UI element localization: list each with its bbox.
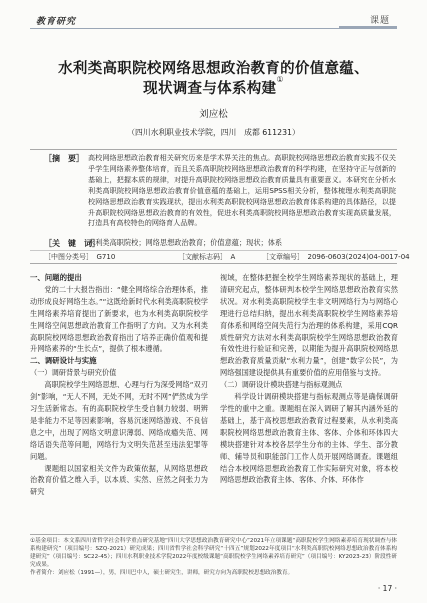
body-column-right (220, 272, 398, 486)
paragraph: 课题组以国家相关文件为政策依据，从网络思想政治教育价值之维入手，以本质、实然、应然之间张力为研究 (30, 463, 208, 497)
paragraph: 科学设计调研模块搭建与指标观测点等是确保调研学性的重中之重。课题组在深入调研了解其内涵外延的基础上，基于高校思想政治教育过程要素，从水利类高职院校网络思想政治教育主体、客体、介体和环体四大模块搭建针对本校各层学生分布的主体、学生、部分教师、辅导员和职能部门工作人员开展网络调查。课题组结合本校网络思想政治教育工作实际研究对象，将本校网络思想政治教育主体、客体、介体、环体作 (220, 392, 398, 485)
journal-tag: 教育研究 (36, 17, 77, 27)
header-accent-strip (339, 26, 397, 29)
author-affiliation: （四川水利职业技术学院，四川 成都 611231） (127, 128, 300, 137)
abstract-text: 高校网络思想政治教育相关研究历来是学术界关注的焦点。高职院校网络思想政治教育实践不仅关乎学生网络素养整体培育，而且关系高职院校网络思想政治教育的科学构建，在坚持守正与创新的基础上，把握本质的规律，对提升高职院校网络思想政治教育质量具有重要意义。本研究在分析水利类高职院校网络思想政治教育价值意蕴的基础上，运用SPSS相关分析，整体梳理水利类高职院校网络思想政治教育实践现状，提出水利类高职院校网络思想政治教育体系构建的具体路径，以提升高职院校网络思想政治教育的有效性，促进水利类高职院校网络思想政治教育实现高质量发展，打造具有高校特色的网络育人品牌。 (88, 153, 396, 228)
abstract-top-rule (30, 149, 397, 150)
article-number: ［文章编号］ 2096-0603(2024)04-0017-04 (262, 253, 410, 261)
article-title-line1: 水利类高职院校网络思想政治教育的价值意蕴、 (58, 61, 369, 77)
document-code: ［文献标志码］ A (178, 253, 236, 261)
body-column-left (30, 272, 208, 498)
author-name: 刘应松 (199, 109, 228, 120)
page-number: · 17 · (377, 584, 397, 593)
footnote-rule (30, 534, 397, 535)
footnote (30, 537, 397, 577)
subsection-heading-2: （二）调研设计模块搭建与指标观测点 (220, 380, 343, 390)
section-heading-2: 二、调研设计与实施 (30, 356, 97, 366)
subsection-heading-1: （一）调研背景与研究价值 (30, 368, 117, 378)
funding-note: ①基金项目：本文系四川省哲学社会科学重点研究基地“四川大学思想政治教育研究中心”2021年立项课题“高职院校学生网络素养培育现状调查与体系构建研究”（项目编号：SZQ-2021）研究成果；四川省哲学社会科学研究“十四五”规划2022年度项目“水利类高职院校网络思想政治教育体系构建研究”（项目编号：SC22-45）；四川水利职业技术学院2022年度校级课题“高职院校学生网络素养培育研究”（项目编号：KY2023-23）阶段性研究成果。 (30, 538, 397, 569)
meta-rule (30, 250, 397, 251)
column-tag: 课题 (369, 16, 390, 26)
article-title-text: 现状调查与体系构建 (143, 81, 277, 97)
title-footnote-marker: ① (276, 75, 284, 84)
paragraph: 视域，在整体把握全校学生网络素养现状的基础上，理清研究起点，整体研判本校学生网络思想政治教育实然状况。对水利类高职院校学生非文明网络行为与网络心理进行总结归纳，提出水利类高职院校学生网络素养培育体系和网络空间失范行为治理的体系构建，采用CQR质性研究方法对水利类高职院校学生网络思想政治教育有效性进行验证和完善，以期能为提升高职院校网络思想政治教育质量贡献“水利力量”，创建“数字公民”，为网络强国建设提供具有重要价值的应用借鉴与支持。 (220, 273, 398, 378)
paragraph: 党的二十大报告指出：“健全网络综合治理体系，推动形成良好网络生态。”“这既给新时代水利类高职院校学生网络素养培育提出了新要求，也为水利类高职院校学生网络空间思想政治教育工作指明了方向。又为水利类高职院校网络思想政治教育指出了培养正确价值观和提升网络素养的“生长点”，提供了根本遵循。 (30, 284, 208, 354)
abstract-bottom-rule (30, 263, 397, 264)
clc-number: ［中图分类号］ G710 (44, 253, 116, 261)
paragraph: 高职院校学生网络思想、心理与行为深受网络“双刃剑”影响，“无人不网，无处不网，无时不网”俨然成为学习生活新常态。有的高职院校学生受自制力较弱、明辨是非能力不足等因素影响，容易沉迷网络游戏、不良信息之中，出现了网络文明意识薄弱、网络成瘾失范、网络话语失范等问题，网络行为文明失范甚至违法犯罪等问题。 (30, 380, 208, 461)
author-note: 作者简介：刘应松（1991—），男，四川巴中人，硕士研究生，讲师，研究方向为高职院校思想政治教育。 (30, 570, 294, 577)
keywords-text: 水利类高职院校；网络思想政治教育；价值意蕴；现状；体系 (88, 238, 283, 247)
keywords-label: ［关 键 词］ (44, 239, 100, 248)
section-heading-1: 一、问题的提出 (30, 273, 82, 282)
abstract-label: ［摘 要］ (44, 154, 84, 163)
article-title-line2 (30, 77, 397, 98)
page-header (0, 0, 427, 34)
